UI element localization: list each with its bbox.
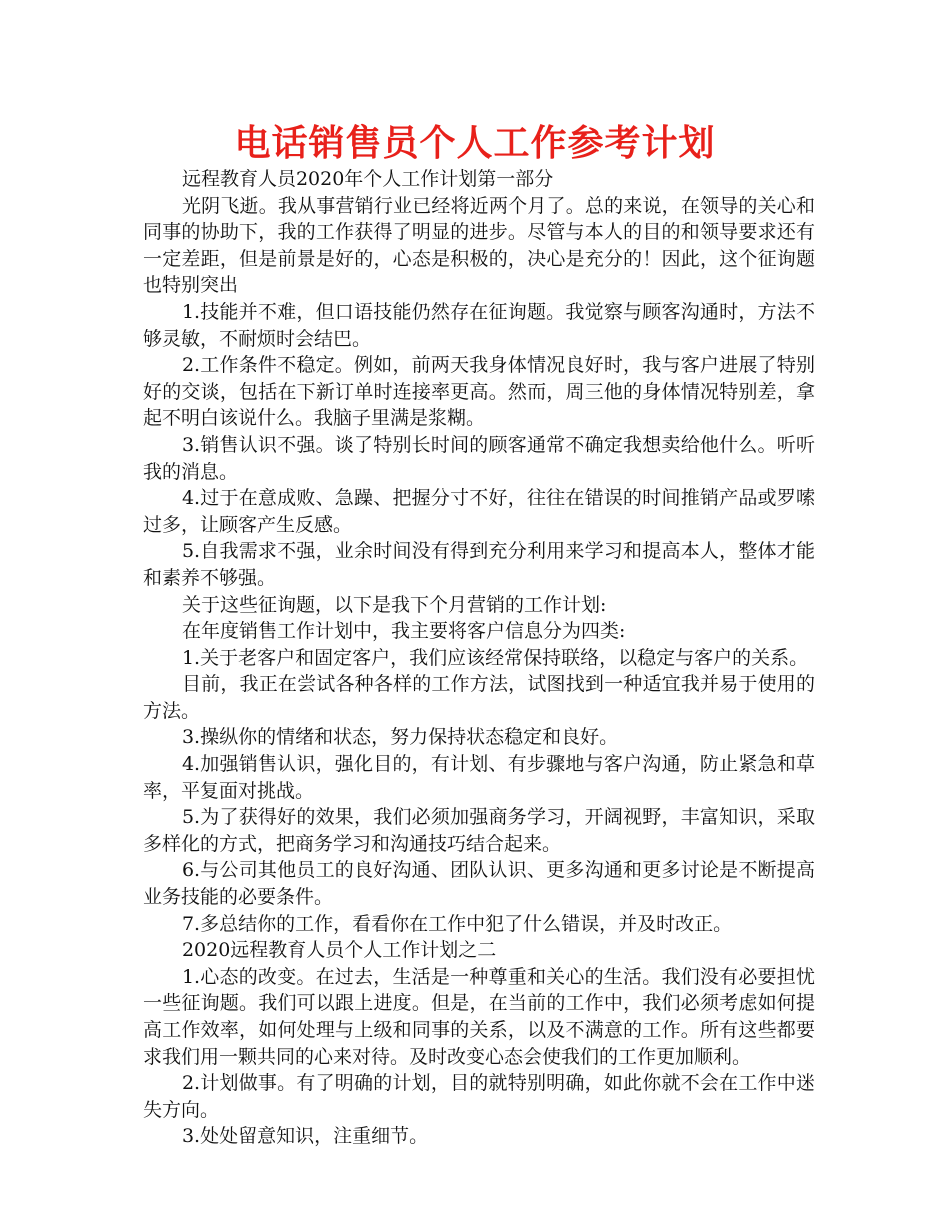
paragraph-intro: 光阴飞逝。我从事营销行业已经将近两个月了。总的来说，在领导的关心和同事的协助下，我的工作获得了明显的进步。尽管与本人的目的和领导要求还有一定差距，但是前景是好的，心态是积极的，决心是充分的！因此，这个征询题也特别突出 [143, 194, 815, 297]
paragraph-plan-4: 4.加强销售认识，强化目的，有计划、有步骤地与客户沟通，防止紧急和草率，平复面对挑战。 [143, 753, 815, 802]
paragraph-part2-3: 3.处处留意知识，注重细节。 [181, 1125, 429, 1148]
paragraph-customer-categories: 在年度销售工作计划中，我主要将客户信息分为四类: [181, 620, 626, 643]
paragraph-problem-3: 3.销售认识不强。谈了特别长时间的顾客通常不确定我想卖给他什么。听听我的消息。 [143, 433, 815, 483]
paragraph-plan-7: 7.多总结你的工作，看看你在工作中犯了什么错误，并及时改正。 [181, 912, 733, 935]
paragraph-problem-4: 4.过于在意成败、急躁、把握分寸不好，往往在错误的时间推销产品或罗嗦过多，让顾客产生反感。 [143, 487, 815, 536]
paragraph-problem-1: 1.技能并不难，但口语技能仍然存在征询题。我觉察与顾客沟通时，方法不够灵敏，不耐烦时会结巴。 [143, 300, 815, 350]
paragraph-plan-current: 目前，我正在尝试各种各样的工作方法，试图找到一种适宜我并易于使用的方法。 [143, 673, 815, 722]
paragraph-problem-2: 2.工作条件不稳定。例如，前两天我身体情况良好时，我与客户进展了特别好的交谈，包括在下新订单时连接率更高。然而，周三他的身体情况特别差，拿起不明白该说什么。我脑子里满是浆糊。 [143, 354, 815, 430]
paragraph-part2-2: 2.计划做事。有了明确的计划，目的就特别明确，如此你就不会在工作中迷失方向。 [143, 1072, 815, 1121]
paragraph-problem-5: 5.自我需求不强，业余时间没有得到充分利用来学习和提高本人，整体才能和素养不够强。 [143, 540, 815, 589]
paragraph-plan-3: 3.操纵你的情绪和状态，努力保持状态稳定和良好。 [181, 726, 619, 749]
paragraph-plan-6: 6.与公司其他员工的良好沟通、团队认识、更多沟通和更多讨论是不断提高业务技能的必要条件。 [143, 859, 815, 909]
paragraph-section-heading-2: 2020远程教育人员个人工作计划之二 [181, 939, 497, 962]
paragraph-plan-1: 1.关于老客户和固定客户，我们应该经常保持联络，以稳定与客户的关系。 [181, 646, 809, 669]
document-title: 电话销售员个人工作参考计划 [234, 123, 716, 164]
paragraph-section-heading-1: 远程教育人员2020年个人工作计划第一部分 [181, 168, 554, 190]
paragraph-part2-1: 1.心态的改变。在过去，生活是一种尊重和关心的生活。我们没有必要担忧一些征询题。我们可以跟上进度。但是，在当前的工作中，我们必须考虑如何提高工作效率，如何处理与上级和同事的关系，以及不满意的工作。所有这些都要求我们用一颗共同的心来对待。及时改变心态会使我们的工作更加顺利。 [143, 965, 815, 1068]
paragraph-plan-intro: 关于这些征询题，以下是我下个月营销的工作计划: [181, 593, 607, 616]
paragraph-plan-5: 5.为了获得好的效果，我们必须加强商务学习，开阔视野，丰富知识，采取多样化的方式，把商务学习和沟通技巧结合起来。 [143, 806, 815, 855]
document-body [143, 166, 815, 1150]
